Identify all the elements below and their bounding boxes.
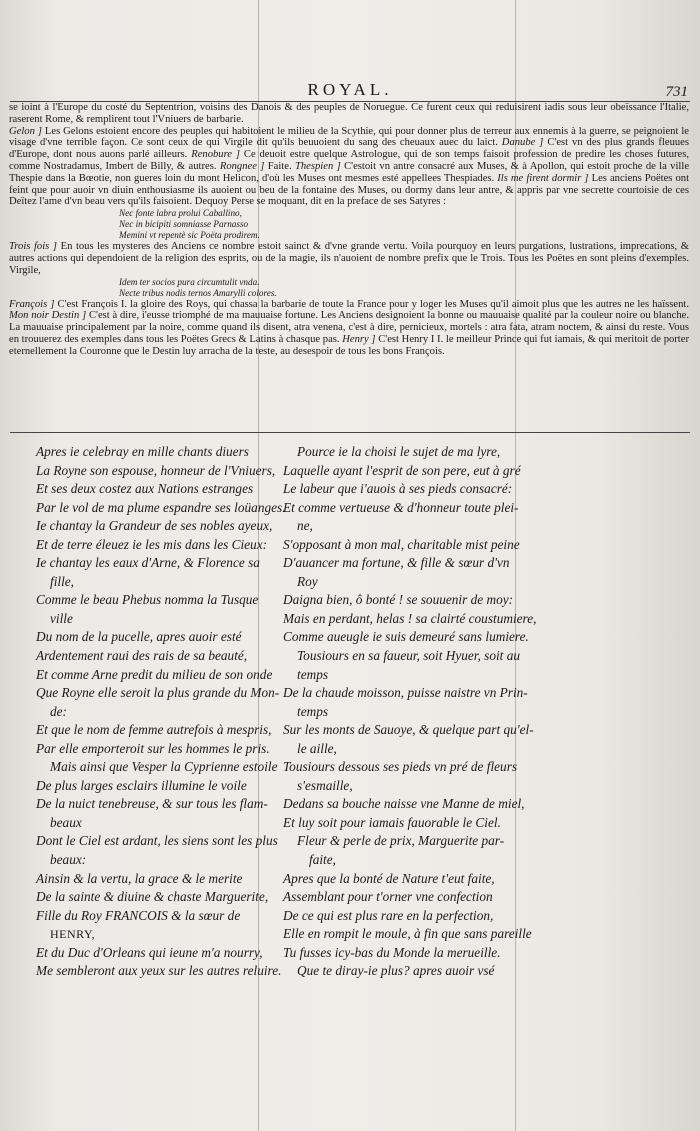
verse-line: ne,	[297, 518, 313, 534]
latin-quote: Idem ter socios pura circumtulit vnda.	[119, 276, 260, 287]
verse-line: Elle en rompit le moule, à fin que sans pareille	[283, 926, 532, 942]
verse-line: de:	[50, 703, 67, 719]
verse-line: fille,	[50, 573, 75, 589]
verse-line: Pource ie la choisi le sujet de ma lyre,	[297, 444, 501, 459]
verse-line: Ainsin & la vertu, la grace & le merite	[36, 870, 243, 886]
verse-line: Tousiours en sa faueur, soit Hyuer, soit au	[297, 648, 520, 664]
verse-line: HENRY,	[50, 927, 96, 942]
verse-line: Et ses deux costez aux Nations estranges	[36, 481, 254, 497]
verse-line: Le labeur que i'auois à ses pieds consacré:	[283, 481, 513, 497]
verse-line: Par le vol de ma plume espandre ses loüanges.	[36, 499, 286, 515]
verse-line: beaux:	[50, 852, 87, 868]
latin-quote: Memini vt repentè sic Poëta prodirem.	[119, 230, 260, 241]
verse-line: S'opposant à mon mal, charitable mist peine	[283, 536, 520, 552]
verse-line: Mais ainsi que Vesper la Cyprienne estoile	[50, 759, 278, 775]
note-paragraph: Trois fois ] En tous les mysteres des Anciens ce nombre estoit sainct & d'vne grande vertu. Voila pourquoy en leurs purgations, lustrations, imprecations, & autres actions qui dependoient de la religion des esprits, ou de la magie, ils n'auoient de nombre prefix que le Trois. Tous les Poëtes en sont pleins d'exemples. Virgile,	[9, 241, 690, 276]
verse-line: De la nuict tenebreuse, & sur tous les flam-	[36, 796, 268, 812]
verse-line: Dont le Ciel est ardant, les siens sont les plus	[36, 833, 278, 849]
verse-line: Fleur & perle de prix, Marguerite par-	[297, 833, 505, 849]
verse-line: Apres que la bonté de Nature t'eut faite,	[283, 870, 495, 886]
verse-line: Roy	[297, 573, 318, 589]
section-rule	[10, 432, 690, 433]
verse-line: Dedans sa bouche naisse vne Manne de miel,	[283, 796, 525, 812]
latin-quote: Necte tribus nodis ternos Amarylli colores.	[119, 287, 277, 298]
verse-line: Et du Duc d'Orleans qui ieune m'a nourry,	[36, 944, 263, 960]
verse-line: Que Royne elle seroit la plus grande du Mon-	[36, 685, 280, 701]
verse-line: De plus larges esclairs illumine le voile	[36, 777, 247, 793]
verse-line: Apres ie celebray en mille chants diuers	[36, 444, 249, 459]
verse-line: temps	[297, 666, 329, 682]
verse-line: Et luy soit pour iamais fauorable le Ciel.	[283, 814, 501, 830]
running-title: ROYAL.	[307, 80, 393, 99]
verse-line: Fille du Roy FRANCOIS & la sœur de	[36, 907, 241, 923]
verse-line: le aille,	[297, 740, 337, 756]
verse-line: Et de terre éleuez ie les mis dans les Cieux:	[36, 536, 268, 552]
poem-column-right	[283, 443, 603, 981]
verse-line: Du nom de la pucelle, apres auoir esté	[36, 629, 242, 645]
verse-line: Tu fusses icy-bas du Monde la merueille.	[283, 944, 501, 960]
verse-line: Comme aueugle ie suis demeuré sans lumiere.	[283, 629, 529, 645]
verse-line: Sur les monts de Sauoye, & quelque part qu'el-	[283, 722, 534, 738]
verse-line: De la sainte & diuine & chaste Marguerite,	[36, 889, 269, 905]
verse-line: De la chaude moisson, puisse naistre vn Prin-	[283, 685, 528, 701]
verse-line: Et comme Arne predit du milieu de son onde	[36, 666, 273, 682]
verse-line: Et comme vertueuse & d'honneur toute plei-	[283, 499, 519, 515]
latin-quote: Nec fonte labra prolui Caballino,	[119, 208, 242, 219]
verse-line: s'esmaille,	[297, 777, 353, 793]
verse-line: Par elle emporteroit sur les hommes le pris.	[36, 740, 270, 756]
verse-line: Comme le beau Phebus nomma la Tusque	[36, 592, 259, 608]
verse-line: Et que le nom de femme autrefois à mespris,	[36, 722, 272, 738]
commentary-notes	[9, 102, 689, 358]
verse-line: Ie chantay les eaux d'Arne, & Florence sa	[36, 555, 260, 571]
verse-line: Tousiours dessous ses pieds vn pré de fleurs	[283, 759, 518, 775]
verse-line: faite,	[309, 852, 336, 868]
verse-line: D'auancer ma fortune, & fille & sœur d'vn	[283, 555, 510, 571]
verse-line: Assemblant pour t'orner vne confection	[283, 889, 493, 905]
note-paragraph: Gelon ] Les Gelons estoient encore des peuples qui habitoient le milieu de la Scythie, qui pour donner plus de terreur aux ennemis à la guerre, se peignoient le visage d'vne terrible façon. Ce sont ceux de qui Virgile dit qu'ils beuuoient du sang des cheuaux auec du laict. Danube ] C'est vn des plus grands fleuues d'Europe, dont nous auons parlé ailleurs. Renobure ] Ce deuoit estre quelque Astrologue, qui de son temps faisoit profession de predire les choses futures, comme Nostradamus, Imbert de Billy, & autres. Rongnee ] Faite. Thespien ] C'estoit vn antre consacré aux Muses, & à Apollon, qui estoit proche de la ville Thespie dans la Bœotie, non gueres loin du mont Helicon, d'où les Muses ont mesmes esté appellees Thespiades. Ils me firent dormir ] Les anciens Poëtes ont feint que pour auoir vn diuin enthousiasme ils auoient ou beu de la fontaine des Muses, ou dormy dans leur antre, & appris par vne secrette courtoisie de ces Deïtez l'ame d'vn beau vers qu'ils faisoient. Dequoy Perse se moquant, dit en la preface de ses Satyres :	[9, 125, 690, 208]
verse-line: Daigna bien, ô bonté ! se souuenir de moy:	[283, 592, 514, 608]
verse-line: Mais en perdant, helas ! sa clairté coustumiere,	[283, 610, 537, 626]
verse-line: Ardentement raui des rais de sa beauté,	[36, 648, 248, 664]
note-paragraph: François ] C'est François I. la gloire des Roys, qui chassa la barbarie de toute la France pour y loger les Muses qu'il aimoit plus que les autres ne les haïssent. Mon noir Destin ] C'est à dire, i'eusse triomphé de ma mauuaise fortune. Les Anciens designoient la bonne ou mauuaise qualité par la couleur noire ou blanche. La mauuaise principalement par la noire, comme quand ils disent, atra venena, c'est à dire, pernicieux, mortels : atra fata, atram noctem, & ainsi du reste. Vous en trouuerez des exemples dans tous les Poëtes Grecs & Latins à chasque pas. Henry ] C'est Henry I I. le meilleur Prince qui fut iamais, & qui meritoit de porter eternellement la Couronne que le Destin luy arracha de la teste, au desespoir de tous les bons François.	[9, 298, 689, 357]
verse-line: La Royne son espouse, honneur de l'Vniuers,	[36, 462, 276, 478]
verse-line: beaux	[50, 814, 82, 830]
verse-line: Que te diray-ie plus? apres auoir vsé	[297, 963, 495, 979]
verse-line: Ie chantay la Grandeur de ses nobles ayeux,	[36, 518, 273, 534]
note-paragraph: se ioint à l'Europe du costé du Septentrion, voisins des Danois & des peuples de Noruegue. Ce furent ceux qui reduisirent iadis sous leur obeïssance l'Italie, raserent Rome, & remplirent tout l'Vniuers de barbarie.	[9, 102, 689, 125]
verse-line: De ce qui est plus rare en la perfection,	[283, 907, 494, 923]
verse-line: Laquelle ayant l'esprit de son pere, eut à gré	[283, 462, 521, 478]
latin-quote: Nec in bicipiti somniasse Parnasso	[119, 219, 249, 230]
verse-line: Me sembleront aux yeux sur les autres reluire.	[36, 963, 282, 979]
page-number: 731	[665, 84, 688, 100]
verse-line: temps	[297, 703, 329, 719]
verse-line: ville	[50, 610, 73, 626]
